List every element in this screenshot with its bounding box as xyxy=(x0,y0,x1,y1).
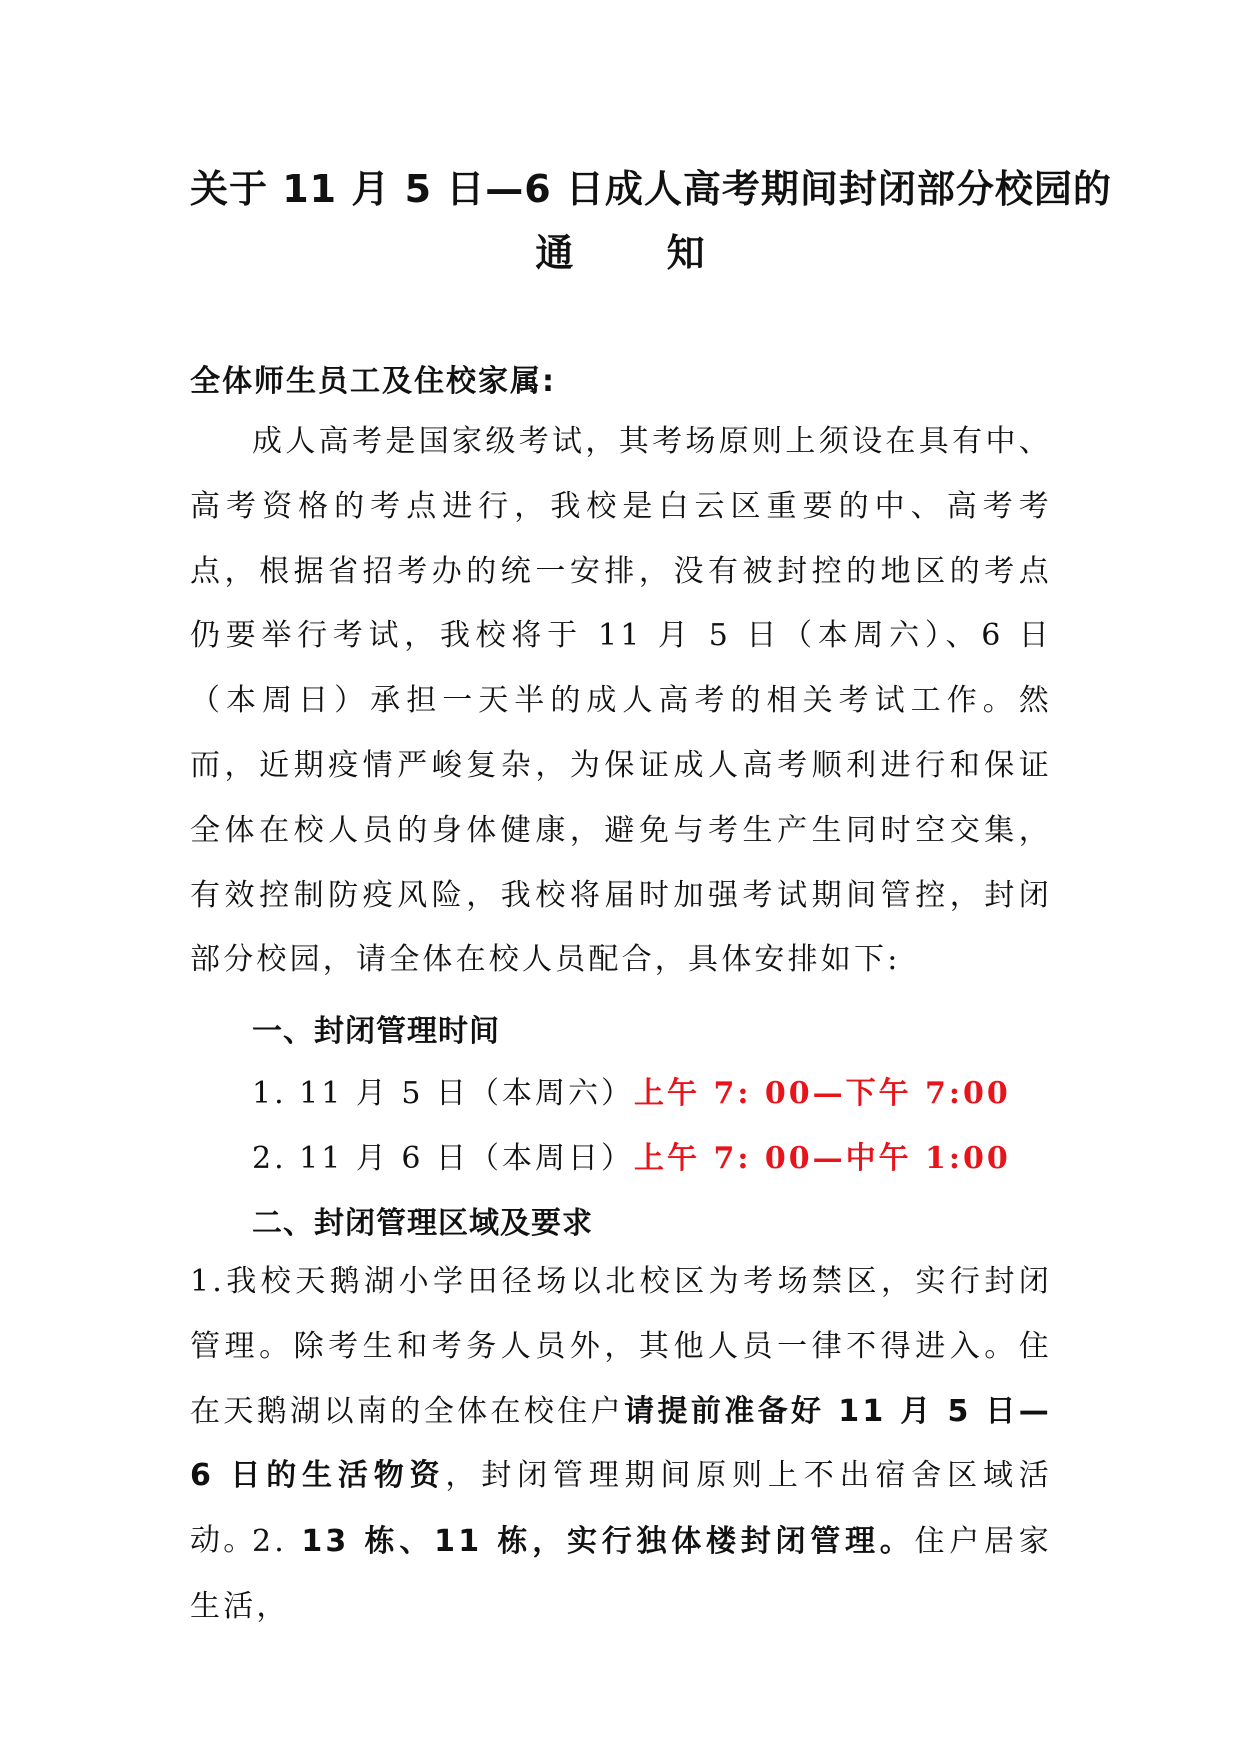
rule-paragraph-2 xyxy=(190,1510,1052,1640)
rule-2-text: 住户居家生活， xyxy=(190,1524,1052,1624)
closure-date: 2. 11 月 6 日（本周日） xyxy=(252,1141,635,1176)
rule-1-emphasis: 请提前准备好 11 月 5 日—6 日的生活物资 xyxy=(190,1393,1052,1494)
notice-title-line2: 通 知 xyxy=(535,231,745,275)
rule-1-text-end: ，封闭管理期间原则上不出宿舍区域活动。 xyxy=(190,1458,1052,1559)
closure-time-range: 上午 7: 00—下午 7:00 xyxy=(634,1076,1011,1111)
section-heading-closure-time: 一、封闭管理时间 xyxy=(252,1014,500,1049)
closure-time-item xyxy=(252,1133,1011,1177)
rule-2-number: 2. xyxy=(252,1524,302,1559)
intro-paragraph: 成人高考是国家级考试，其考场原则上须设在具有中、高考资格的考点进行，我校是白云区重要的中、高考考点，根据省招考办的统一安排，没有被封控的地区的考点仍要举行考试，我校将于 11 月 5 日（本周六）、6 日（本周日）承担一天半的成人高考的相关考试工作。然而，近期疫情严峻复杂，为保证成人高考顺利进行和保证全体在校人员的身体健康，避免与考生产生同时空交集，有效控制防疫风险，我校将届时加强考试期间管控，封闭部分校园，请全体在校人员配合，具体安排如下: xyxy=(190,424,1052,978)
closure-time-item xyxy=(252,1068,1011,1112)
section-heading-closure-area: 二、封闭管理区域及要求 xyxy=(252,1206,593,1241)
closure-date: 1. 11 月 5 日（本周六） xyxy=(252,1076,635,1111)
rule-1-text: 1.我校天鹅湖小学田径场以北校区为考场禁区，实行封闭管理。除考生和考务人员外，其他人员一律不得进入。住在天鹅湖以南的全体在校住户 xyxy=(190,1264,1052,1429)
closure-time-range: 上午 7: 00—中午 1:00 xyxy=(634,1141,1011,1176)
salutation: 全体师生员工及住校家属: xyxy=(190,364,556,399)
rule-2-emphasis: 13 栋、11 栋，实行独体楼封闭管理。 xyxy=(301,1524,915,1559)
notice-title-line1: 关于 11 月 5 日—6 日成人高考期间封闭部分校园的 xyxy=(190,167,1112,211)
